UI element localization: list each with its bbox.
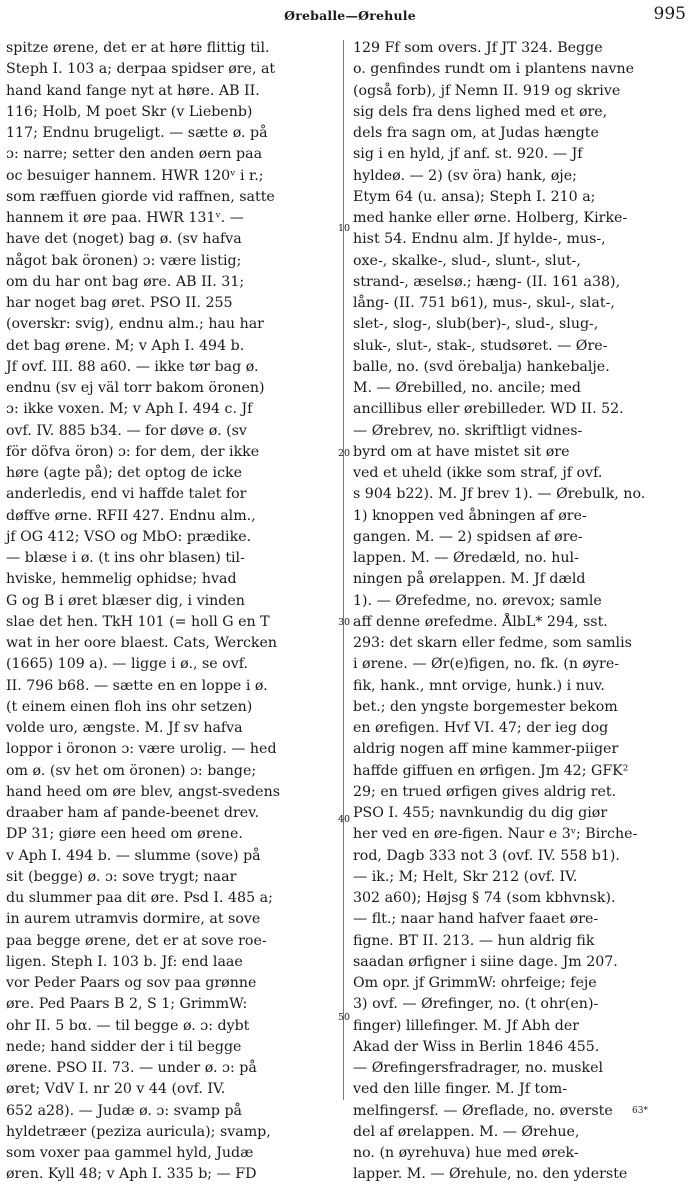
text-line: lapper. M. — Ørehule, no. den yderste	[353, 1166, 628, 1183]
text-line: no. (n øyrehuva) hue med ørek-	[353, 1145, 579, 1161]
text-line: PSO I. 455; navnkundig du dig giør	[353, 805, 608, 821]
text-line: dels fra sagn om, at Judas hængte	[353, 125, 599, 141]
text-line: hviske, hemmelig ophidse; hvad	[6, 571, 237, 588]
text-line: øre. Ped Paars B 2, S 1; GrimmW:	[6, 996, 248, 1013]
text-line: (1665) 109 a). — ligge i ø., se ovf.	[6, 656, 248, 673]
text-line: 117; Endnu brugeligt. — sætte ø. på	[6, 125, 268, 141]
text-line: lång- (II. 751 b61), mus-, skul-, slat-,	[353, 295, 615, 311]
text-line: 652 a28). — Judæ ø. ɔ: svamp på	[6, 1102, 242, 1119]
text-line: ɔ: narre; setter den anden øern paa	[6, 146, 263, 163]
text-line: — flt.; naar hand hafver faaet øre-	[353, 911, 599, 928]
text-line: nede; hand sidder der i til begge	[6, 1038, 242, 1055]
text-line: her ved en øre-figen. Naur e 3ᵛ; Birche-	[353, 826, 638, 843]
text-line: Etym 64 (u. ansa); Steph I. 210 a;	[353, 188, 596, 205]
text-line: bet.; den yngste borgemester bekom	[353, 698, 618, 715]
left-column	[6, 38, 334, 1183]
text-line: (t einem einen floh ins ohr setzen)	[6, 698, 253, 715]
text-line: Jf ovf. III. 88 a60. — ikke tør bag ø.	[6, 358, 259, 375]
running-head: Øreballe—Ørehule	[284, 8, 416, 23]
text-line: II. 796 b68. — sætte en en loppe i ø.	[6, 677, 268, 694]
signature-mark: 63*	[632, 1106, 648, 1116]
text-line: fik, hank., mnt orvige, hunk.) i nuv.	[353, 677, 605, 694]
text-line: hannem it øre paa. HWR 131ᵛ. —	[6, 210, 244, 226]
text-line: ved et uheld (ikke som straf, jf ovf.	[353, 465, 603, 481]
text-line: Om opr. jf GrimmW: ohrfeige; feje	[353, 975, 597, 991]
text-line: høre (agte på); det optog de icke	[6, 465, 243, 481]
page-header	[0, 0, 700, 34]
text-line: (også forb), jf Nemn II. 919 og skrive	[353, 82, 621, 99]
text-line: v Aph I. 494 b. — slumme (sove) på	[6, 847, 261, 864]
text-line: något bak öronen) ɔ: være listig;	[6, 252, 242, 269]
text-line: med hanke eller ørne. Holberg, Kirke-	[353, 210, 628, 226]
text-line: aff denne ørefedme. ÅlbL* 294, sst.	[353, 613, 608, 630]
text-line: ningen på ørelappen. M. Jf dæld	[353, 571, 586, 588]
gutter-line-number: 20	[337, 448, 351, 459]
text-line: oxe-, skalke-, slud-, slunt-, slut-,	[353, 252, 581, 269]
text-line: sit (begge) ø. ɔ: sove trygt; naar	[6, 868, 237, 885]
page-number: 995	[653, 4, 686, 24]
text-line: døffve ørne. RFII 427. Endnu alm.,	[6, 507, 256, 524]
right-column	[353, 38, 688, 1183]
text-line: ɔ: ikke voxen. M; v Aph I. 494 c. Jf	[6, 401, 253, 418]
text-line: 116; Holb, M poet Skr (v Liebenb)	[6, 103, 253, 120]
text-line: wat in her oore blaest. Cats, Wercken	[6, 635, 278, 651]
text-line: gangen. M. — 2) spidsen af øre-	[353, 528, 583, 545]
text-line: lappen. M. — Øredæld, no. hul-	[353, 550, 579, 566]
text-line: det bag ørene. M; v Aph I. 494 b.	[6, 337, 245, 354]
text-line: aldrig nogen aff mine kammer-piiger	[353, 741, 619, 758]
text-line: har noget bag øret. PSO II. 255	[6, 295, 233, 311]
text-line: spitze ørene, det er at høre flittig til.	[6, 40, 270, 56]
text-line: hist 54. Endnu alm. Jf hylde-, mus-,	[353, 231, 606, 248]
text-line: 1). — Ørefedme, no. ørevox; samle	[353, 592, 602, 609]
text-line: oc besuiger hannem. HWR 120ᵛ i r.;	[6, 167, 264, 184]
text-line: ørene. PSO II. 73. — under ø. ɔ: på	[6, 1060, 257, 1076]
text-line: 293: det skarn eller fedme, som samlis	[353, 635, 632, 651]
text-line: byrd om at have mistet sit øre	[353, 443, 570, 460]
text-line: i ørene. — Ør(e)figen, no. fk. (n øyre-	[353, 656, 620, 673]
text-line: 3) ovf. — Ørefinger, no. (t ohr(en)-	[353, 996, 599, 1013]
text-line: øret; VdV I. nr 20 v 44 (ovf. IV.	[6, 1081, 226, 1098]
text-line: sig i en hyld, jf anf. st. 920. — Jf	[353, 146, 583, 163]
text-line: draaber ham af pande-beenet drev.	[6, 805, 259, 821]
text-line: loppor i öronon ɔ: være urolig. — hed	[6, 741, 277, 758]
text-line: ved den lille finger. M. Jf tom-	[353, 1081, 567, 1098]
text-line: paa begge ørene, det er at sove roe-	[6, 932, 267, 949]
text-line: sig dels fra dens lighed med et øre,	[353, 103, 608, 120]
text-line: om du har ont bag øre. AB II. 31;	[6, 273, 245, 290]
text-line: du slummer paa dit øre. Psd I. 485 a;	[6, 890, 273, 906]
text-line: in aurem utramvis dormire, at sove	[6, 911, 261, 928]
column-divider	[343, 40, 344, 1100]
text-line: som ræffuen giorde vid raffnen, satte	[6, 188, 275, 205]
text-line: ohr II. 5 bα. — til begge ø. ɔ: dybt	[6, 1017, 250, 1034]
text-line: rod, Dagb 333 not 3 (ovf. IV. 558 b1).	[353, 847, 620, 864]
text-line: vor Peder Paars og sov paa grønne	[6, 975, 257, 991]
text-line: 302 a60); Højsg § 74 (som kbhvnsk).	[353, 890, 616, 906]
text-line: ovf. IV. 885 b34. — for døve ø. (sv	[6, 422, 247, 439]
text-line: have det (noget) bag ø. (sv hafva	[6, 231, 242, 248]
text-line: s 904 b22). M. Jf brev 1). — Ørebulk, no.	[353, 486, 646, 503]
text-line: 1) knoppen ved åbningen af øre-	[353, 507, 587, 524]
text-line: sluk-, slut-, stak-, studsøret. — Øre-	[353, 337, 608, 354]
text-line: volde uro, ængste. M. Jf sv hafva	[6, 720, 243, 736]
gutter-line-number: 30	[337, 617, 351, 628]
text-line: — blæse i ø. (t ins ohr blasen) til-	[6, 550, 245, 566]
text-line: om ø. (sv het om öronen) ɔ: bange;	[6, 762, 257, 779]
text-line: melfingersf. — Øreflade, no. øverste	[353, 1102, 613, 1119]
text-line: en ørefigen. Hvf VI. 47; der ieg dog	[353, 720, 609, 736]
text-line: 129 Ff som overs. Jf JT 324. Begge	[353, 40, 603, 56]
text-line: G og B i øret blæser dig, i vinden	[6, 592, 245, 609]
text-line: øren. Kyll 48; v Aph I. 335 b; — FD	[6, 1166, 257, 1183]
text-line: hyldeø. — 2) (sv öra) hank, øje;	[353, 167, 577, 184]
text-line: strand-, æselsø.; hæng- (II. 161 a38),	[353, 273, 621, 290]
text-line: endnu (sv ej väl torr bakom öronen)	[6, 380, 265, 396]
text-line: (overskr: svig), endnu alm.; hau har	[6, 316, 264, 333]
text-line: DP 31; giøre een heed om ørene.	[6, 826, 243, 843]
text-line: o. genfindes rundt om i plantens navne	[353, 61, 635, 78]
text-line: Akad der Wiss in Berlin 1846 455.	[353, 1038, 600, 1055]
text-line: hand kand fange nyt at høre. AB II.	[6, 82, 260, 99]
text-line: haffde giffuen en ørfigen. Jm 42; GFK²	[353, 762, 629, 779]
text-line: del af ørelappen. M. — Ørehue,	[353, 1123, 580, 1140]
gutter-line-number: 40	[337, 814, 351, 825]
text-line: Steph I. 103 a; derpaa spidser øre, at	[6, 61, 276, 78]
text-line: balle, no. (svd örebalja) hankebalje.	[353, 358, 610, 375]
text-line: — ik.; M; Helt, Skr 212 (ovf. IV.	[353, 868, 578, 885]
text-line: ligen. Steph I. 103 b. Jf: end laae	[6, 953, 243, 970]
gutter-line-number: 10	[337, 223, 351, 234]
text-line: för döfva öron) ɔ: for dem, der ikke	[6, 443, 260, 460]
text-line: anderledis, end vi haffde talet for	[6, 486, 247, 503]
text-line: hyldetræer (peziza auricula); svamp,	[6, 1123, 271, 1140]
text-line: ancillibus eller ørebilleder. WD II. 52.	[353, 401, 624, 418]
text-line: slet-, slog-, slub(ber)-, slud-, slug-,	[353, 316, 599, 333]
text-line: figne. BT II. 213. — hun aldrig fik	[353, 932, 595, 949]
text-line: slae det hen. TkH 101 (= holl G en T	[6, 613, 270, 630]
text-line: hand heed om øre blev, angst-svedens	[6, 783, 280, 800]
text-line: finger) lillefinger. M. Jf Abh der	[353, 1017, 580, 1034]
text-line: — Ørefingersfradrager, no. muskel	[353, 1060, 604, 1076]
gutter-line-number: 50	[337, 1012, 351, 1023]
text-line: — Ørebrev, no. skriftligt vidnes-	[353, 422, 583, 439]
text-line: M. — Ørebilled, no. ancile; med	[353, 380, 581, 396]
text-line: saadan ørfigner i siine dage. Jm 207.	[353, 953, 618, 970]
text-line: jf OG 412; VSO og MbO: prædike.	[6, 528, 252, 545]
text-line: 29; en trued ørfigen gives aldrig ret.	[353, 783, 617, 800]
text-line: som voxer paa gammel hyld, Judæ	[6, 1145, 254, 1161]
